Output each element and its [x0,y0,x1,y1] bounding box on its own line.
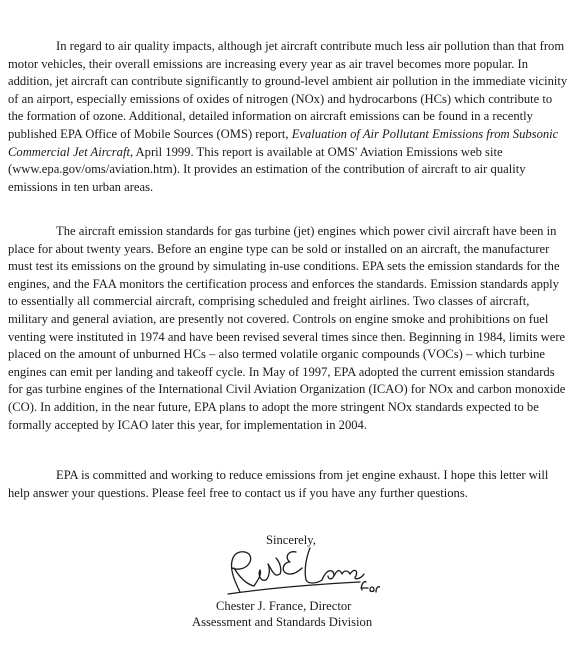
report-title: Evaluation of Air Pollutant Emissions from Subsonic Commercial Jet Aircraft [8,126,559,159]
closing-salutation: Sincerely, [266,533,316,547]
paragraph-air-quality [8,38,568,196]
signer-division: Assessment and Standards Division [192,615,373,629]
paragraph-emission-standards: The aircraft emission standards for gas turbine (jet) engines which power civil aircraft have been in place for about twenty years. Before an engine type can be sold or installed on an aircraft, the manufacturer must test its emissions on the ground by simulating in-use conditions. EPA sets the emission standards for the engines, and the FAA monitors the certification process and enforces the standards. Emission standards apply to essentially all commercial aircraft, comprising scheduled and freight airlines. Two classes of aircraft, military and general aviation, are presently not covered. Controls on engine smoke and prohibitions on fuel venting were instituted in 1974 and have been revised several times since then. Beginning in 1984, limits were placed on the amount of unburned HCs – also termed volatile organic compounds (VOCs) – which turbine engines can emit per landing and takeoff cycle. In May of 1997, EPA adopted the current emission standards for gas turbine engines of the International Civil Aviation Organization (ICAO) for NOx and carbon monoxide (CO). In addition, in the near future, EPA plans to adopt the more stringent NOx standards expected to be formally accepted by ICAO later this year, for implementation in 2004. [8,224,566,432]
signer-name: Chester J. France, Director [216,599,352,613]
paragraph-air-quality-text-start: In regard to air quality impacts, although jet aircraft contribute much less air pollution than that from motor vehicles, their overall emissions are increasing every year as air travel becomes more popular. In addition, jet aircraft can contribute significantly to ground-level ambient air pollution in the immediate vicinity of an airport, especially emissions of oxides of nitrogen (NOx) and hydrocarbons (HCs) which contribute to the formation of ozone. Additional, detailed information on aircraft emissions can be found in a recently published EPA Office of Mobile Sources (OMS) report, [8,39,568,141]
paragraph-commitment: EPA is committed and working to reduce emissions from jet engine exhaust. I hope this letter will help answer your questions. Please feel free to contact us if you have any further questions. [8,468,549,500]
paragraph-air-quality-text-end: , April 1999. This report is available at OMS' Aviation Emissions web site (www.epa.gov/oms/aviation.htm). It provides an estimation of the contribution of aircraft to air quality emissions in ten urban areas. [8,144,526,194]
handwritten-signature [210,540,380,602]
